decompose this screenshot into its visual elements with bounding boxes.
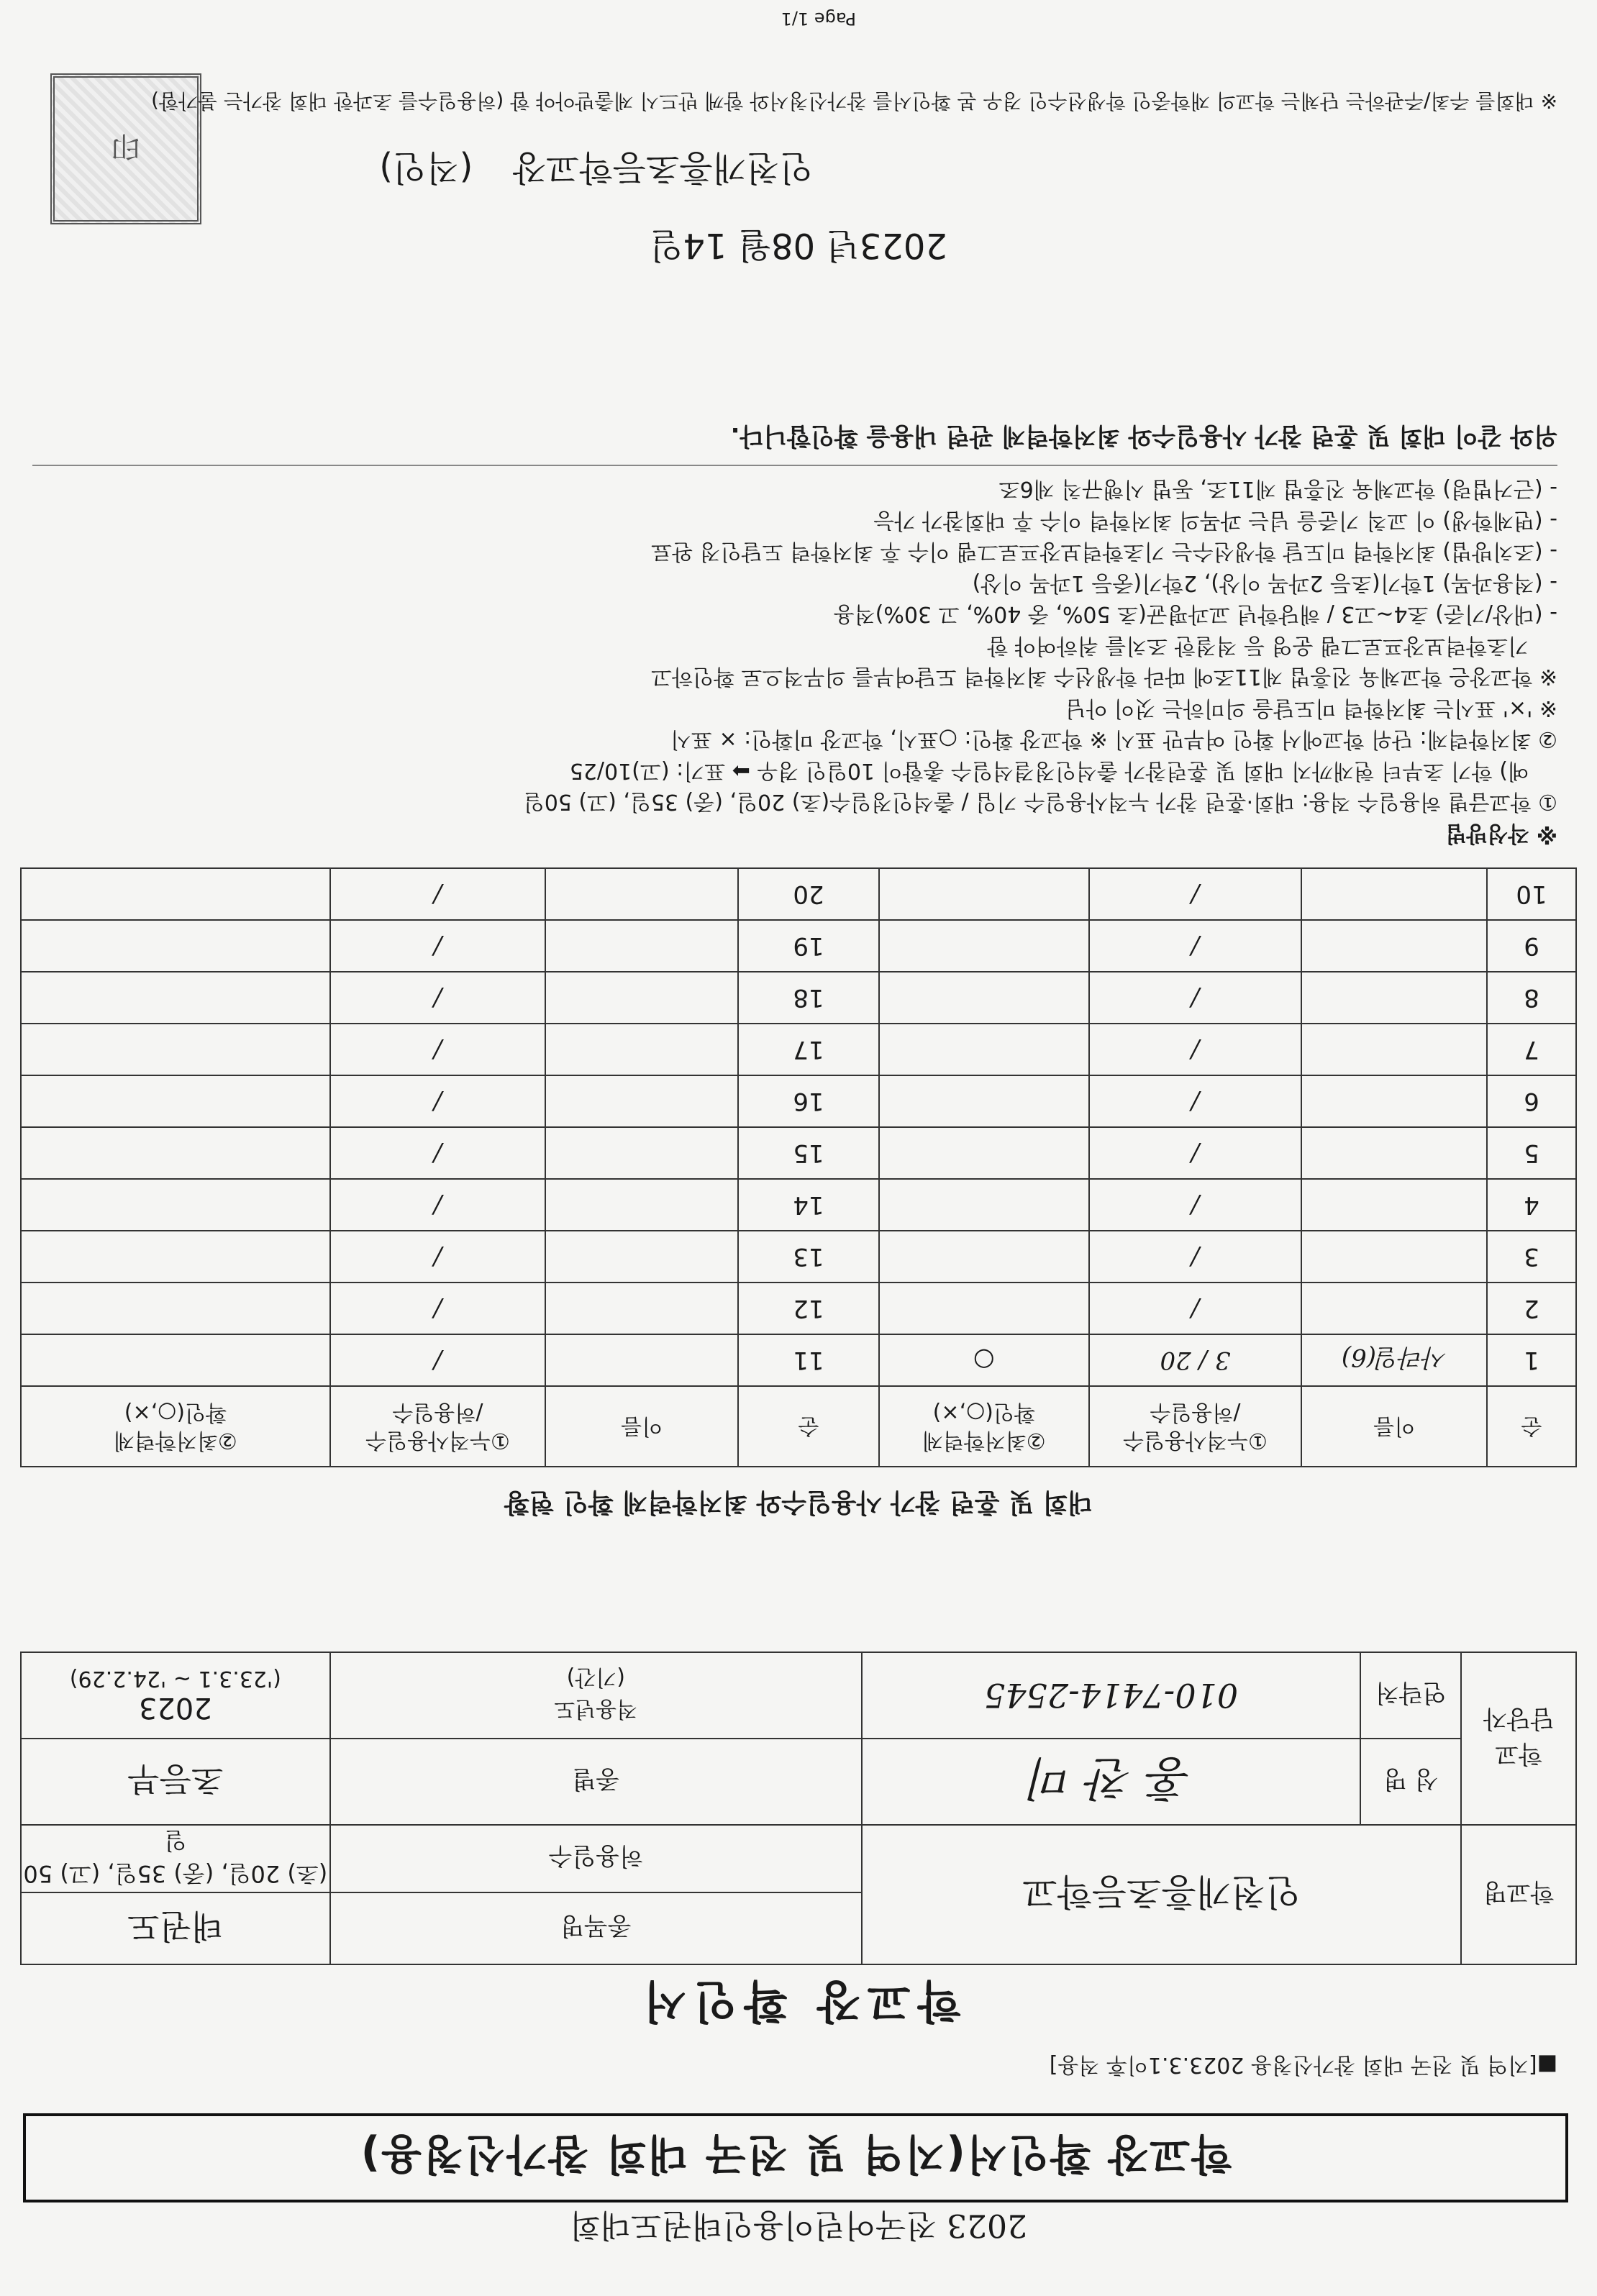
event-value: 태권도 bbox=[21, 1892, 330, 1964]
name-label: 성 명 bbox=[1360, 1739, 1461, 1825]
cell-no: 7 bbox=[1487, 1024, 1576, 1075]
col-no-right: 순 bbox=[738, 1386, 879, 1467]
cell-check bbox=[21, 1334, 330, 1386]
cell-no: 20 bbox=[738, 868, 879, 920]
cell-name bbox=[1301, 1127, 1487, 1179]
cell-check bbox=[21, 1075, 330, 1127]
col-check-left: ②최저학력제 확인(○,×) bbox=[879, 1386, 1089, 1467]
year-value: 2023 bbox=[138, 1691, 212, 1725]
manager-contact: 010-7414-2545 bbox=[862, 1652, 1360, 1739]
note-8: - (면제학생) 이 교칙 기준을 넘는 과목의 최저학력 이수 후 대회참가 가능 bbox=[873, 508, 1557, 533]
cell-name bbox=[1301, 920, 1487, 972]
cell-days: / bbox=[1089, 1231, 1302, 1283]
cell-no: 1 bbox=[1487, 1334, 1576, 1386]
col-name-left: 이름 bbox=[1301, 1386, 1487, 1467]
cell-check bbox=[879, 1231, 1089, 1283]
cell-check bbox=[21, 1231, 330, 1283]
cell-no: 19 bbox=[738, 920, 879, 972]
table-row bbox=[21, 1231, 1576, 1283]
cell-days: / bbox=[1089, 972, 1302, 1024]
cell-days: / bbox=[330, 1179, 546, 1231]
cell-no: 6 bbox=[1487, 1075, 1576, 1127]
cell-no: 12 bbox=[738, 1283, 879, 1334]
col-check-right: ②최저학력제 확인(○,×) bbox=[21, 1386, 330, 1467]
section-title: 대회 및 훈련 참가 사용일수와 최저학력제 확인 현황 bbox=[504, 1488, 1093, 1517]
submission-footnote: ※ 대회를 주최/주관하는 단체는 학교의 재학중인 학생선수인 경우 본 확인서를 참가신청서와 함께 반드시 제출받아야 함 (허용일수를 초과한 대회 참가는 불가함) bbox=[151, 89, 1557, 113]
table-row bbox=[21, 1127, 1576, 1179]
cell-check bbox=[879, 1127, 1089, 1179]
table-header-row bbox=[21, 1386, 1576, 1467]
event-label: 종목명 bbox=[330, 1892, 862, 1964]
allowed-days-value: (초) 20일, (중) 35일, (고) 50일 bbox=[21, 1825, 330, 1892]
table-body bbox=[21, 868, 1576, 1386]
cell-no: 14 bbox=[738, 1179, 879, 1231]
cell-days: 3 / 20 bbox=[1089, 1334, 1302, 1386]
cell-name bbox=[545, 1231, 738, 1283]
cell-check: ○ bbox=[879, 1334, 1089, 1386]
note-1b: 예) 학기 초부터 현재까지 대회 및 훈련참가 출석인정결석일수 총합이 10일인 경우 ➡ 표기: (고)10/25 bbox=[569, 758, 1529, 783]
note-9: - (근거법령) 학교체육 진흥법 제11조, 동법 시행규칙 제6조 bbox=[998, 476, 1557, 502]
cell-days: / bbox=[330, 1283, 546, 1334]
cell-days: / bbox=[330, 1334, 546, 1386]
cell-no: 4 bbox=[1487, 1179, 1576, 1231]
cell-name bbox=[1301, 972, 1487, 1024]
school-name-value: 인천개흥초등학교 bbox=[862, 1825, 1461, 1964]
page-number: Page 1/1 bbox=[781, 9, 856, 29]
cell-name bbox=[545, 920, 738, 972]
cell-days: / bbox=[330, 1024, 546, 1075]
level-label: 종별 bbox=[330, 1739, 862, 1825]
allowed-days-label: 허용일수 bbox=[330, 1825, 862, 1892]
cell-check bbox=[879, 1179, 1089, 1231]
school-name-label: 학교명 bbox=[1461, 1825, 1576, 1964]
cell-no: 17 bbox=[738, 1024, 879, 1075]
cell-days: / bbox=[330, 868, 546, 920]
cell-check bbox=[879, 1075, 1089, 1127]
cell-check bbox=[879, 1024, 1089, 1075]
cell-name bbox=[545, 1283, 738, 1334]
cell-name bbox=[545, 1334, 738, 1386]
cell-check bbox=[21, 1127, 330, 1179]
manager-label: 학교 담당자 bbox=[1461, 1652, 1576, 1825]
seal-note: (직인) bbox=[379, 147, 473, 188]
table-row bbox=[21, 1075, 1576, 1127]
period-label: 적용년도 (기간) bbox=[330, 1652, 862, 1739]
principal-title: 인천개흥초등학교장 bbox=[512, 147, 813, 188]
cell-no: 5 bbox=[1487, 1127, 1576, 1179]
note-6: - (적용과목) 1학기(초등 2과목 이상), 2학기(중등 1과목 이상) bbox=[972, 570, 1557, 596]
cell-days: / bbox=[330, 972, 546, 1024]
cell-check bbox=[21, 1283, 330, 1334]
cell-no: 8 bbox=[1487, 972, 1576, 1024]
form-title: 학교장 확인서 bbox=[636, 1975, 961, 2028]
cell-check bbox=[21, 972, 330, 1024]
notes-section bbox=[32, 418, 1557, 849]
cell-no: 11 bbox=[738, 1334, 879, 1386]
athlete-table bbox=[20, 867, 1577, 1467]
period-cell bbox=[21, 1652, 330, 1739]
cell-name bbox=[1301, 1179, 1487, 1231]
cell-check bbox=[879, 868, 1089, 920]
cell-no: 10 bbox=[1487, 868, 1576, 920]
school-info-table bbox=[20, 1652, 1577, 1965]
contact-label: 연락처 bbox=[1360, 1652, 1461, 1739]
table-row bbox=[21, 1024, 1576, 1075]
cell-days: / bbox=[1089, 1127, 1302, 1179]
cell-days: / bbox=[330, 1075, 546, 1127]
cell-no: 2 bbox=[1487, 1283, 1576, 1334]
manager-name: 홍 찬 미 bbox=[862, 1739, 1360, 1825]
cell-days: / bbox=[330, 1231, 546, 1283]
table-row bbox=[21, 1283, 1576, 1334]
applicability-note: ■[지역 및 전국 대회 참가신청용 2023.3.1이후 적용] bbox=[1049, 2052, 1557, 2077]
cell-days: / bbox=[1089, 1075, 1302, 1127]
period-value: ('23.3.1 ~ '24.2.29) bbox=[69, 1666, 281, 1692]
cell-days: / bbox=[1089, 920, 1302, 972]
cell-no: 18 bbox=[738, 972, 879, 1024]
cell-check bbox=[879, 920, 1089, 972]
note-2: ② 최저학력제: 단위 학교에서 확인 여부만 표시 ※ 학교장 확인: ○표시, 학교장 미확인: × 표시 bbox=[670, 726, 1557, 752]
col-days-left: ①누적사용일수 /허용일수 bbox=[1089, 1386, 1302, 1467]
cell-no: 13 bbox=[738, 1231, 879, 1283]
cell-name bbox=[545, 1127, 738, 1179]
seal-text: 印 bbox=[112, 129, 140, 163]
confirm-statement: 위와 같이 대회 및 훈련 참가 사용일수와 최저학력제 관련 내용을 확인합니다. bbox=[730, 422, 1557, 450]
cell-days: / bbox=[1089, 868, 1302, 920]
notes-divider bbox=[32, 465, 1557, 466]
col-name-right: 이름 bbox=[545, 1386, 738, 1467]
cell-name: 사라일(6) bbox=[1301, 1334, 1487, 1386]
issue-date: 2023년 08월 14일 bbox=[650, 225, 947, 265]
cell-name bbox=[1301, 1075, 1487, 1127]
cell-check bbox=[21, 920, 330, 972]
table-row bbox=[21, 1179, 1576, 1231]
event-title: 2023 전국어린이용인태권도대회 bbox=[570, 2207, 1028, 2243]
cell-no: 15 bbox=[738, 1127, 879, 1179]
cell-check bbox=[21, 1179, 330, 1231]
note-7: - (조치방법) 최저학력 미도달 학생선수는 기초학력보장프로그램 이수 후 최저학력 도달인정 완료 bbox=[651, 539, 1557, 565]
principal-signature bbox=[379, 146, 813, 196]
cell-check bbox=[21, 1024, 330, 1075]
cell-days: / bbox=[330, 920, 546, 972]
cell-name bbox=[545, 1024, 738, 1075]
table-row bbox=[21, 1334, 1576, 1386]
cell-days: / bbox=[1089, 1283, 1302, 1334]
table-row bbox=[21, 920, 1576, 972]
note-4: ※ 학교장은 학교체육 진흥법 제11조에 따라 학생선수 최저학력 도달여부를 의무적으로 확인하고 bbox=[651, 664, 1557, 690]
cell-days: / bbox=[1089, 1024, 1302, 1075]
col-no-left: 순 bbox=[1487, 1386, 1576, 1467]
cell-name bbox=[545, 1179, 738, 1231]
note-1: ① 학교급별 허용일수 적용: 대회·훈련 참가 누적사용일수 기입 / 출석인정일수(초) 20일, (중) 35일, (고) 50일 bbox=[523, 789, 1557, 815]
cell-check bbox=[879, 972, 1089, 1024]
cell-name bbox=[1301, 868, 1487, 920]
cell-name bbox=[545, 868, 738, 920]
cell-days: / bbox=[1089, 1179, 1302, 1231]
cell-name bbox=[545, 972, 738, 1024]
note-3: ※ '×' 표시는 최저학력 미도달을 의미하는 것이 아님 bbox=[1065, 696, 1557, 721]
cell-check bbox=[879, 1283, 1089, 1334]
cell-name bbox=[1301, 1024, 1487, 1075]
table-row bbox=[21, 868, 1576, 920]
level-value: 초등부 bbox=[21, 1739, 330, 1825]
main-title: 학교장 확인서(지역 및 전국 대회 참가신청용) bbox=[23, 2113, 1568, 2202]
cell-check bbox=[21, 868, 330, 920]
cell-name bbox=[1301, 1231, 1487, 1283]
notes-heading: ※ 작성방법 bbox=[1445, 821, 1557, 846]
cell-no: 9 bbox=[1487, 920, 1576, 972]
table-row bbox=[21, 972, 1576, 1024]
col-days-right: ①누적사용일수 /허용일수 bbox=[330, 1386, 546, 1467]
cell-days: / bbox=[330, 1127, 546, 1179]
cell-name bbox=[1301, 1283, 1487, 1334]
cell-no: 3 bbox=[1487, 1231, 1576, 1283]
cell-name bbox=[545, 1075, 738, 1127]
cell-no: 16 bbox=[738, 1075, 879, 1127]
note-5: - (대상/기준) 초4~고3 / 해당학년 교과평균(초 50%, 중 40%, 고 30%)적용 bbox=[833, 601, 1557, 627]
note-4b: 기초학력보장프로그램 운영 등 적절한 조치를 취하여야 함 bbox=[987, 633, 1529, 658]
